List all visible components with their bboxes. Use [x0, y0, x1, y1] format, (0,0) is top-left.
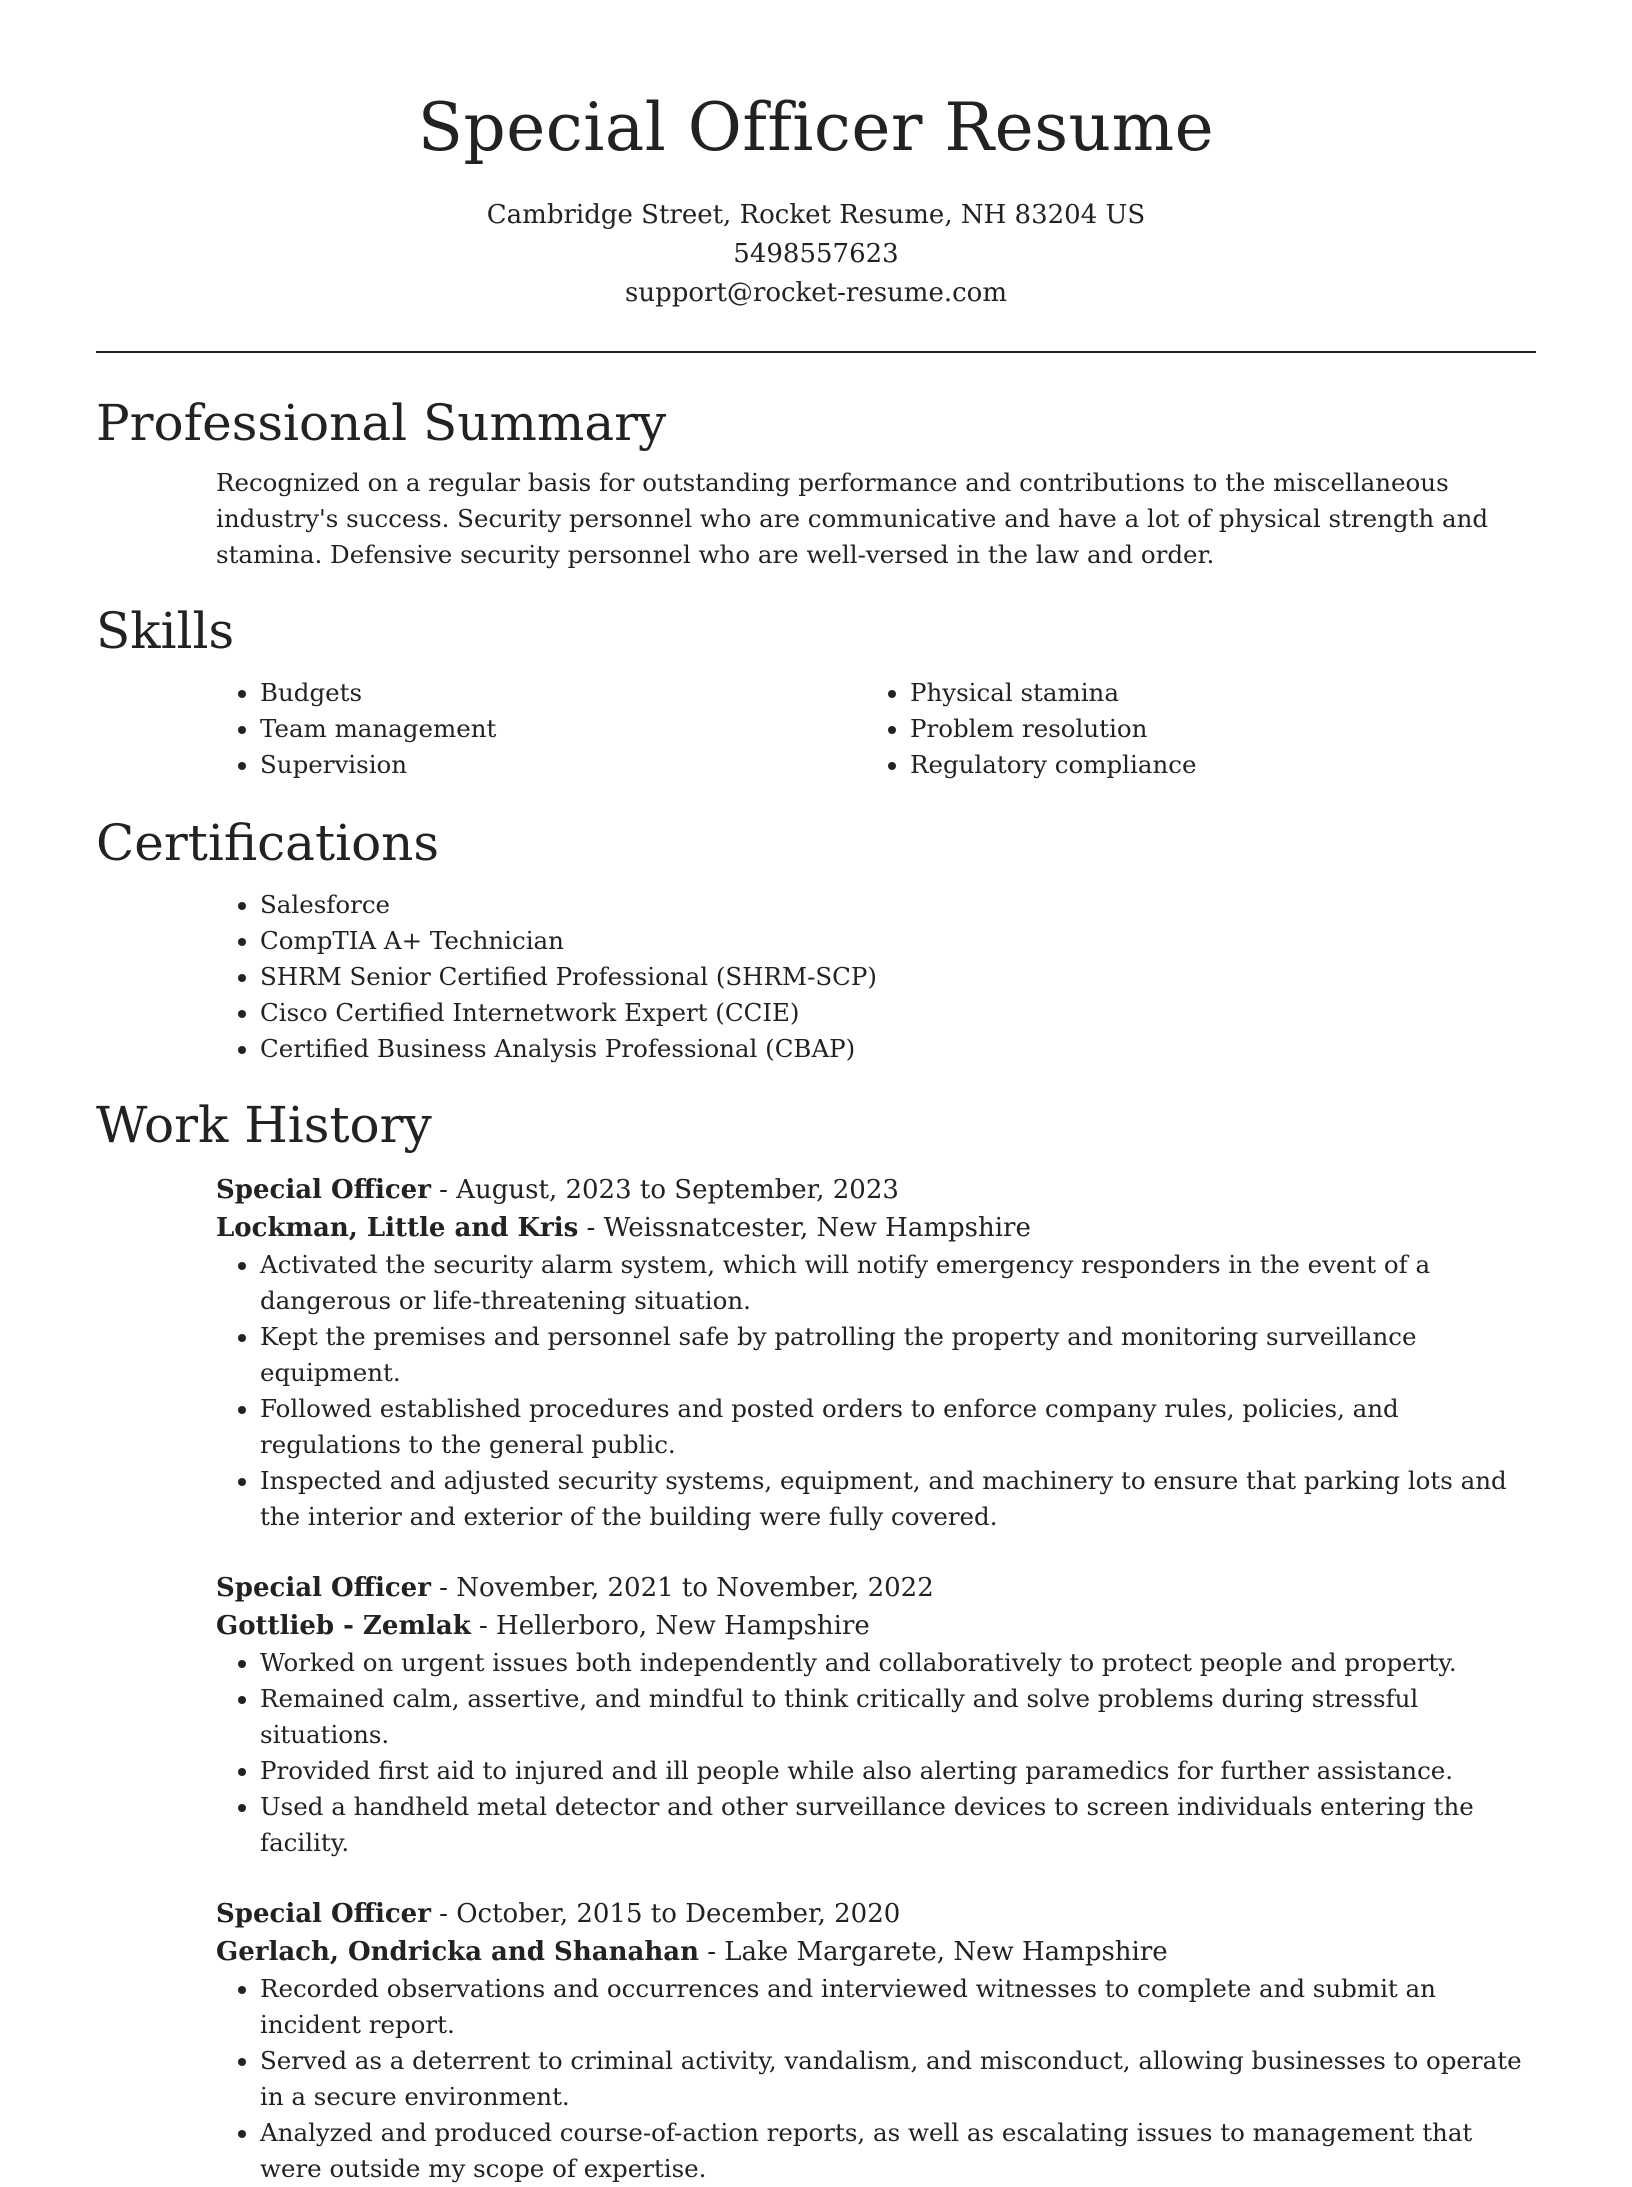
job-dates: - August, 2023 to September, 2023 — [430, 1175, 899, 1205]
work-history-heading: Work History — [96, 1096, 432, 1154]
job-duties-list — [216, 1645, 1536, 1861]
skills-list-right — [866, 675, 1516, 783]
job-location: - Hellerboro, New Hampshire — [470, 1611, 870, 1641]
summary-text: Recognized on a regular basis for outstanding performance and contributions to the miscellaneous industry's success. Security personnel who are communicative and have a lot of physical strength and stamina. Defensive security personnel who are well-versed in the law and order. — [216, 468, 1489, 569]
job-entry — [216, 1569, 1536, 1861]
work-history-section — [96, 1093, 1536, 2187]
certifications-block — [216, 887, 1536, 1067]
summary-heading: Professional Summary — [96, 394, 667, 452]
skill-item: • Supervision — [260, 747, 866, 783]
skills-grid — [216, 675, 1536, 783]
contact-email: support@rocket-resume.com — [624, 278, 1007, 308]
resume-page — [96, 0, 1536, 2183]
certification-item: • CompTIA A+ Technician — [260, 923, 1536, 959]
contact-address: Cambridge Street, Rocket Resume, NH 83204 US — [486, 200, 1146, 230]
resume-header — [96, 0, 1536, 313]
certification-item: • Salesforce — [260, 887, 1536, 923]
certifications-section — [96, 811, 1536, 1067]
summary-section — [96, 391, 1536, 573]
job-duty: • Inspected and adjusted security systems, equipment, and machinery to ensure that parking lots and the interior and exterior of the building were fully covered. — [260, 1463, 1536, 1535]
job-duty: • Followed established procedures and posted orders to enforce company rules, policies, and regulations to the general public. — [260, 1391, 1536, 1463]
job-duty: • Analyzed and produced course-of-action reports, as well as escalating issues to management that were outside my scope of expertise. — [260, 2115, 1536, 2187]
job-dates: - November, 2021 to November, 2022 — [430, 1573, 934, 1603]
job-entry — [216, 1171, 1536, 1535]
job-company-line — [216, 1607, 1536, 1645]
job-company: Lockman, Little and Kris — [216, 1213, 579, 1243]
job-dates: - October, 2015 to December, 2020 — [430, 1899, 901, 1929]
skills-heading: Skills — [96, 602, 235, 660]
job-duty: • Worked on urgent issues both independently and collaboratively to protect people and property. — [260, 1645, 1536, 1681]
job-company-line — [216, 1933, 1536, 1971]
job-duty: • Provided first aid to injured and ill people while also alerting paramedics for further assistance. — [260, 1753, 1536, 1789]
certifications-heading: Certifications — [96, 814, 440, 872]
job-title: Special Officer — [216, 1899, 431, 1929]
header-divider — [96, 351, 1536, 353]
contact-block — [96, 196, 1536, 313]
job-title-line — [216, 1171, 1536, 1209]
skill-item: • Problem resolution — [910, 711, 1516, 747]
job-duties-list — [216, 1971, 1536, 2187]
job-duty: • Recorded observations and occurrences and interviewed witnesses to complete and submit an incident report. — [260, 1971, 1536, 2043]
skill-item: • Team management — [260, 711, 866, 747]
skills-column-left — [216, 675, 866, 783]
certifications-list — [216, 887, 1536, 1067]
job-company: Gottlieb - Zemlak — [216, 1611, 471, 1641]
resume-title: Special Officer Resume — [417, 89, 1215, 166]
contact-phone: 5498557623 — [733, 239, 899, 269]
skill-item: • Regulatory compliance — [910, 747, 1516, 783]
skill-item: • Budgets — [260, 675, 866, 711]
certification-item: • Cisco Certified Internetwork Expert (CCIE) — [260, 995, 1536, 1031]
job-duties-list — [216, 1247, 1536, 1535]
job-duty: • Remained calm, assertive, and mindful to think critically and solve problems during stressful situations. — [260, 1681, 1536, 1753]
skills-list-left — [216, 675, 866, 783]
certification-item: • Certified Business Analysis Professional (CBAP) — [260, 1031, 1536, 1067]
skills-section — [96, 599, 1536, 783]
job-title-line — [216, 1569, 1536, 1607]
job-company: Gerlach, Ondricka and Shanahan — [216, 1937, 699, 1967]
skills-column-right — [866, 675, 1516, 783]
job-title: Special Officer — [216, 1175, 431, 1205]
certification-item: • SHRM Senior Certified Professional (SHRM-SCP) — [260, 959, 1536, 995]
job-title-line — [216, 1895, 1536, 1933]
job-duty: • Activated the security alarm system, which will notify emergency responders in the event of a dangerous or life-threatening situation. — [260, 1247, 1536, 1319]
job-company-line — [216, 1209, 1536, 1247]
skill-item: • Physical stamina — [910, 675, 1516, 711]
job-duty: • Kept the premises and personnel safe by patrolling the property and monitoring surveillance equipment. — [260, 1319, 1536, 1391]
job-title: Special Officer — [216, 1573, 431, 1603]
job-duty: • Used a handheld metal detector and other surveillance devices to screen individuals entering the facility. — [260, 1789, 1536, 1861]
job-entry — [216, 1895, 1536, 2187]
job-location: - Weissnatcester, New Hampshire — [578, 1213, 1031, 1243]
job-location: - Lake Margarete, New Hampshire — [698, 1937, 1168, 1967]
job-duty: • Served as a deterrent to criminal activity, vandalism, and misconduct, allowing businesses to operate in a secure environment. — [260, 2043, 1536, 2115]
